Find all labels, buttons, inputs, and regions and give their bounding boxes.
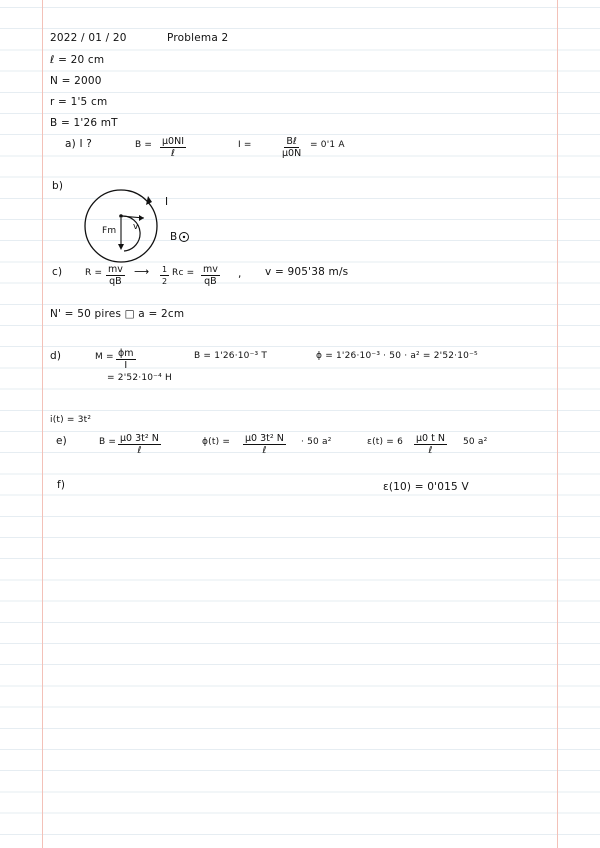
part-c-rc-denominator: qB: [204, 276, 217, 287]
current-function: i(t) = 3t²: [50, 415, 92, 425]
part-c-rc-numerator: mv: [203, 264, 218, 275]
part-a-i-numerator: Bℓ: [286, 136, 297, 147]
part-a-label: a) I ?: [65, 138, 93, 150]
part-e-flux-fraction: [243, 433, 286, 456]
part-c-r-lhs: R =: [85, 268, 103, 278]
implies-arrow: ⟶: [134, 266, 150, 278]
velocity-arrow-head: [139, 215, 144, 221]
part-c-half-denominator: 2: [162, 277, 168, 286]
part-e-emf-denominator: ℓ: [428, 445, 433, 456]
part-a-i-result: = 0'1 A: [310, 140, 345, 150]
current-label: I: [165, 196, 169, 208]
force-label: Fm: [102, 226, 117, 236]
part-b-label: b): [52, 180, 64, 192]
part-e-b-fraction: [118, 433, 161, 456]
part-e-flux-lhs: ϕ(t) =: [202, 437, 231, 447]
part-e-b-denominator: ℓ: [137, 445, 142, 456]
part-d-m-lhs: M =: [95, 352, 114, 362]
part-d-m-fraction: [116, 348, 136, 371]
part-e-emf-fraction: [414, 433, 447, 456]
part-e-flux-numerator: μ0 3t² N: [245, 433, 284, 444]
part-e-emf-numerator: μ0 t N: [416, 433, 445, 444]
new-coil-data: N' = 50 pires □ a = 2cm: [50, 308, 185, 320]
part-c-half-fraction: [160, 264, 169, 287]
given-radius: r = 1'5 cm: [50, 96, 108, 108]
part-f-label: f): [57, 479, 66, 491]
part-a-b-numerator: μ0NI: [162, 136, 184, 147]
given-length: ℓ = 20 cm: [50, 54, 105, 66]
force-arrow-head: [118, 244, 124, 250]
part-c-rc-fraction: [201, 264, 220, 287]
part-e-label: e): [56, 435, 67, 447]
part-a-i-denominator: μ0N: [282, 148, 302, 159]
part-e-b-numerator: μ0 3t² N: [120, 433, 159, 444]
part-e-flux-tail: · 50 a²: [301, 437, 332, 447]
part-c-comma: ,: [238, 268, 242, 280]
part-a-b-denominator: ℓ: [171, 148, 175, 159]
part-c-velocity-result: v = 905'38 m/s: [265, 266, 349, 278]
part-d-flux: ϕ = 1'26·10⁻³ · 50 · a² = 2'52·10⁻⁵: [316, 351, 478, 361]
part-c-rc: Rc =: [172, 268, 195, 278]
part-a-i-lhs: I =: [238, 140, 252, 150]
field-label: B: [170, 231, 178, 243]
part-c-half-numerator: 1: [162, 265, 168, 274]
part-c-r-denominator: qB: [109, 276, 122, 287]
part-a-b-lhs: B =: [135, 140, 153, 150]
given-field: B = 1'26 mT: [50, 117, 118, 129]
part-e-b-lhs: B =: [99, 437, 117, 447]
part-e-flux-denominator: ℓ: [262, 445, 267, 456]
part-d-inductance-result: = 2'52·10⁻⁴ H: [107, 373, 172, 383]
part-d-field-value: B = 1'26·10⁻³ T: [194, 351, 268, 361]
velocity-label: v: [133, 222, 139, 232]
part-c-r-numerator: mv: [108, 264, 123, 275]
problem-title: Problema 2: [167, 32, 229, 44]
part-d-m-denominator: I: [124, 360, 128, 371]
part-c-r-fraction: [106, 264, 125, 287]
part-e-emf-lhs: ε(t) = 6: [367, 437, 404, 447]
date: 2022 / 01 / 20: [50, 32, 127, 44]
part-c-label: c): [52, 266, 63, 278]
part-d-label: d): [50, 350, 62, 362]
field-out-of-page-dot: [183, 236, 185, 238]
part-f-emf-result: ε(10) = 0'015 V: [383, 481, 469, 493]
part-d-m-numerator: ϕm: [118, 348, 134, 359]
part-e-emf-tail: 50 a²: [463, 437, 488, 447]
given-turns: N = 2000: [50, 75, 102, 87]
